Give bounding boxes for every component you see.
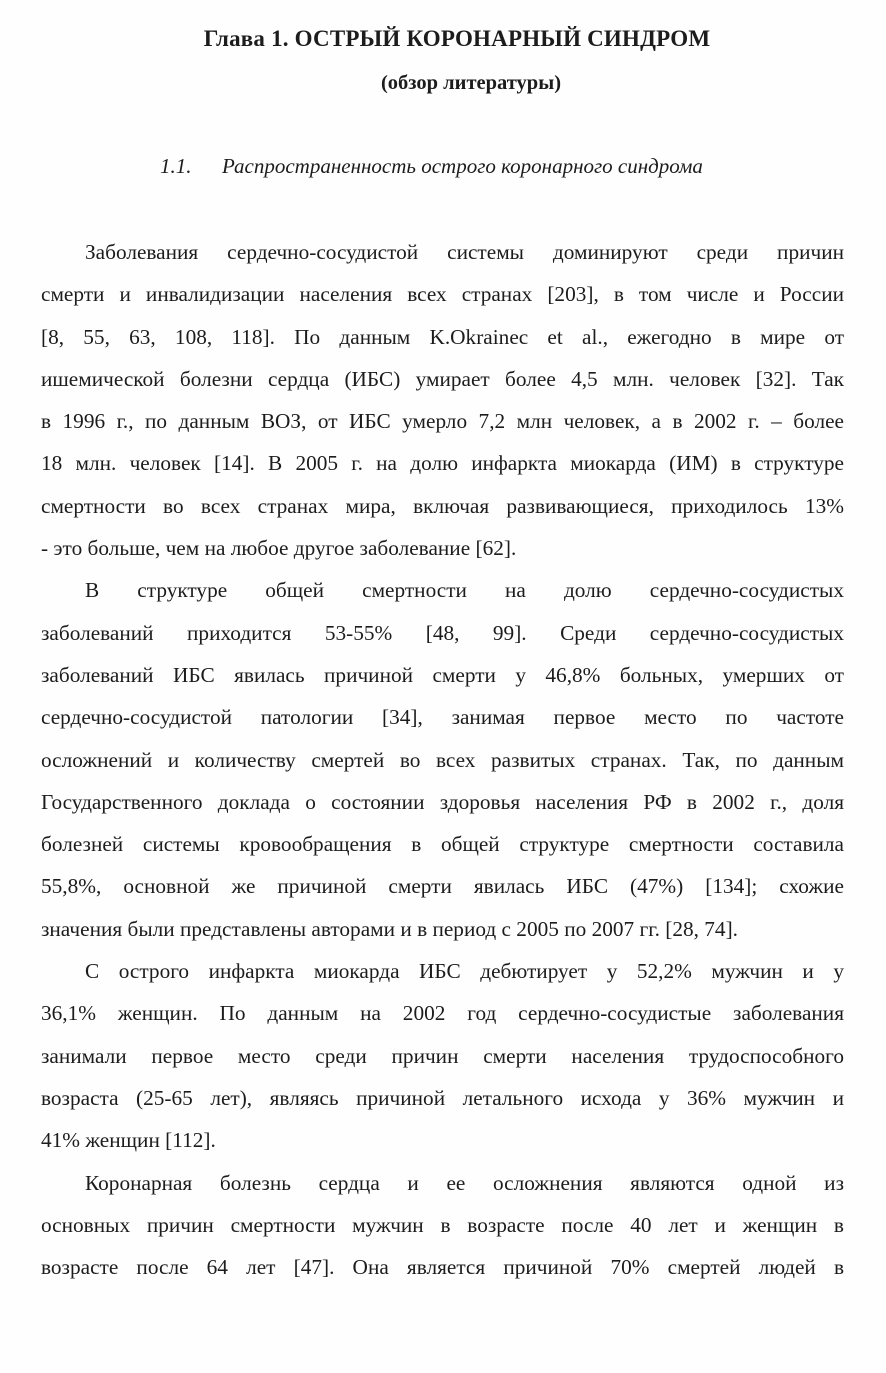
paragraph xyxy=(41,1162,844,1289)
text-line: 41% женщин [112]. xyxy=(41,1128,216,1153)
text-line: С острого инфаркта миокарда ИБС дебютирует у 52,2% мужчин и у xyxy=(85,959,844,984)
text-line: - это больше, чем на любое другое заболевание [62]. xyxy=(41,536,517,561)
text-line: болезней системы кровообращения в общей структуре смертности составила xyxy=(41,832,844,857)
text-line: сердечно-сосудистой патологии [34], занимая первое место по частоте xyxy=(41,705,844,730)
text-line: возраста (25-65 лет), являясь причиной летального исхода у 36% мужчин и xyxy=(41,1085,844,1110)
section-number: 1.1. xyxy=(160,154,192,178)
text-line: Коронарная болезнь сердца и ее осложнения являются одной из xyxy=(85,1170,844,1195)
paragraph xyxy=(41,231,844,569)
text-line: смертности во всех странах мира, включая развивающиеся, приходилось 13% xyxy=(41,493,844,518)
text-line: занимали первое место среди причин смерти населения трудоспособного xyxy=(41,1043,844,1068)
text-line: заболеваний приходится 53-55% [48, 99]. Среди сердечно-сосудистых xyxy=(41,620,844,645)
chapter-title: Глава 1. ОСТРЫЙ КОРОНАРНЫЙ СИНДРОМ xyxy=(203,26,711,51)
text-line: смерти и инвалидизации населения всех странах [203], в том числе и России xyxy=(41,282,844,307)
text-line: 55,8%, основной же причиной смерти явилась ИБС (47%) [134]; схожие xyxy=(41,874,844,899)
section-title: Распространенность острого коронарного синдрома xyxy=(222,154,703,178)
chapter-subtitle: (обзор литературы) xyxy=(380,72,562,94)
text-line: ишемической болезни сердца (ИБС) умирает более 4,5 млн. человек [32]. Так xyxy=(41,366,844,391)
text-line: заболеваний ИБС явилась причиной смерти у 46,8% больных, умерших от xyxy=(41,662,844,687)
text-line: 18 млн. человек [14]. В 2005 г. на долю инфаркта миокарда (ИМ) в структуре xyxy=(41,451,844,476)
paragraph xyxy=(41,950,844,1161)
text-line: [8, 55, 63, 108, 118]. По данным K.Okrainec et al., ежегодно в мире от xyxy=(41,324,844,349)
body-text xyxy=(41,231,844,1288)
text-line: основных причин смертности мужчин в возрасте после 40 лет и женщин в xyxy=(41,1212,844,1237)
text-line: в 1996 г., по данным ВОЗ, от ИБС умерло 7,2 млн человек, а в 2002 г. – более xyxy=(41,409,844,434)
text-line: осложнений и количеству смертей во всех развитых странах. Так, по данным xyxy=(41,747,844,772)
paragraph xyxy=(41,569,844,950)
text-line: 36,1% женщин. По данным на 2002 год сердечно-сосудистые заболевания xyxy=(41,1001,844,1026)
text-line: Заболевания сердечно-сосудистой системы доминируют среди причин xyxy=(85,240,844,264)
text-line: Государственного доклада о состоянии здоровья населения РФ в 2002 г., доля xyxy=(41,789,844,814)
text-line: значения были представлены авторами и в период с 2005 по 2007 гг. [28, 74]. xyxy=(41,916,738,941)
section-heading xyxy=(160,151,703,181)
text-line: В структуре общей смертности на долю сердечно-сосудистых xyxy=(85,578,844,603)
text-line: возрасте после 64 лет [47]. Она является причиной 70% смертей людей в xyxy=(41,1255,844,1280)
